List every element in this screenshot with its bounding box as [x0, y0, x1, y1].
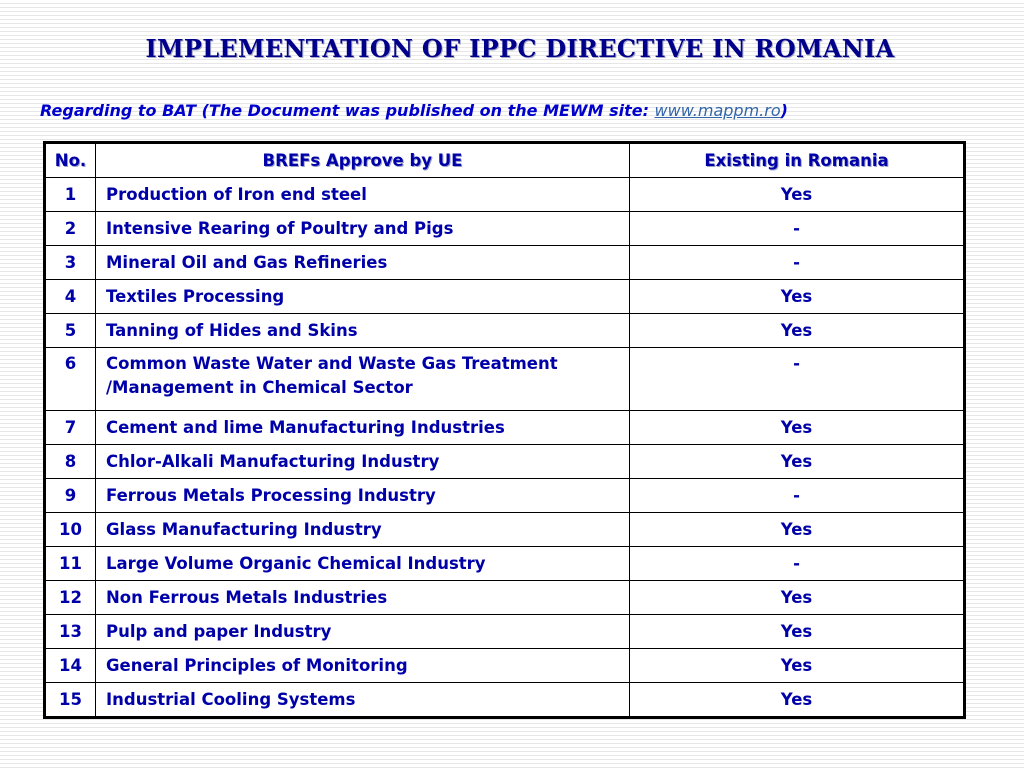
bref-name: Common Waste Water and Waste Gas Treatment /Management in Chemical Sector [96, 348, 630, 411]
table-row [45, 649, 965, 683]
existing-status: Yes [630, 649, 965, 683]
table-row [45, 683, 965, 718]
table-row [45, 513, 965, 547]
bref-name: Glass Manufacturing Industry [96, 513, 630, 547]
row-number: 6 [45, 348, 96, 411]
bref-name: Large Volume Organic Chemical Industry [96, 547, 630, 581]
table-row [45, 411, 965, 445]
existing-status: Yes [630, 178, 965, 212]
table-row [45, 314, 965, 348]
table-header-row [45, 143, 965, 178]
table-row [45, 547, 965, 581]
table-row [45, 348, 965, 411]
table-row [45, 615, 965, 649]
row-number: 3 [45, 246, 96, 280]
column-header-no: No. [45, 143, 96, 178]
bref-name: Textiles Processing [96, 280, 630, 314]
mappm-site-link[interactable]: www.mappm.ro [654, 101, 781, 120]
existing-status: Yes [630, 314, 965, 348]
table-row [45, 445, 965, 479]
row-number: 2 [45, 212, 96, 246]
table-row [45, 178, 965, 212]
row-number: 11 [45, 547, 96, 581]
table-row [45, 581, 965, 615]
existing-status: Yes [630, 581, 965, 615]
slide-title: IMPLEMENTATION OF IPPC DIRECTIVE IN ROMANIA [145, 34, 895, 63]
subtitle-text: Regarding to BAT (The Document was published on the MEWM site: [40, 101, 655, 120]
existing-status: Yes [630, 513, 965, 547]
column-header-existing: Existing in Romania [630, 143, 965, 178]
row-number: 10 [45, 513, 96, 547]
existing-status: - [630, 212, 965, 246]
bref-name: Tanning of Hides and Skins [96, 314, 630, 348]
bref-name: Chlor-Alkali Manufacturing Industry [96, 445, 630, 479]
subtitle-close-paren: ) [780, 101, 788, 120]
row-number: 14 [45, 649, 96, 683]
existing-status: Yes [630, 280, 965, 314]
existing-status: - [630, 246, 965, 280]
existing-status: Yes [630, 411, 965, 445]
row-number: 15 [45, 683, 96, 718]
row-number: 13 [45, 615, 96, 649]
bref-name: Ferrous Metals Processing Industry [96, 479, 630, 513]
bref-name: Industrial Cooling Systems [96, 683, 630, 718]
row-number: 1 [45, 178, 96, 212]
table-row [45, 246, 965, 280]
row-number: 8 [45, 445, 96, 479]
existing-status: - [630, 479, 965, 513]
existing-status: Yes [630, 445, 965, 479]
brefs-table [43, 141, 966, 719]
bref-name: Mineral Oil and Gas Refineries [96, 246, 630, 280]
bref-name: Cement and lime Manufacturing Industries [96, 411, 630, 445]
existing-status: - [630, 348, 965, 411]
bref-name: Intensive Rearing of Poultry and Pigs [96, 212, 630, 246]
row-number: 4 [45, 280, 96, 314]
bref-name: Production of Iron end steel [96, 178, 630, 212]
slide-subtitle [40, 101, 788, 120]
table-row [45, 479, 965, 513]
table-row [45, 280, 965, 314]
existing-status: - [630, 547, 965, 581]
bref-name: General Principles of Monitoring [96, 649, 630, 683]
row-number: 7 [45, 411, 96, 445]
row-number: 9 [45, 479, 96, 513]
column-header-brefs: BREFs Approve by UE [96, 143, 630, 178]
table-row [45, 212, 965, 246]
existing-status: Yes [630, 615, 965, 649]
row-number: 12 [45, 581, 96, 615]
bref-name: Pulp and paper Industry [96, 615, 630, 649]
row-number: 5 [45, 314, 96, 348]
existing-status: Yes [630, 683, 965, 718]
bref-name: Non Ferrous Metals Industries [96, 581, 630, 615]
